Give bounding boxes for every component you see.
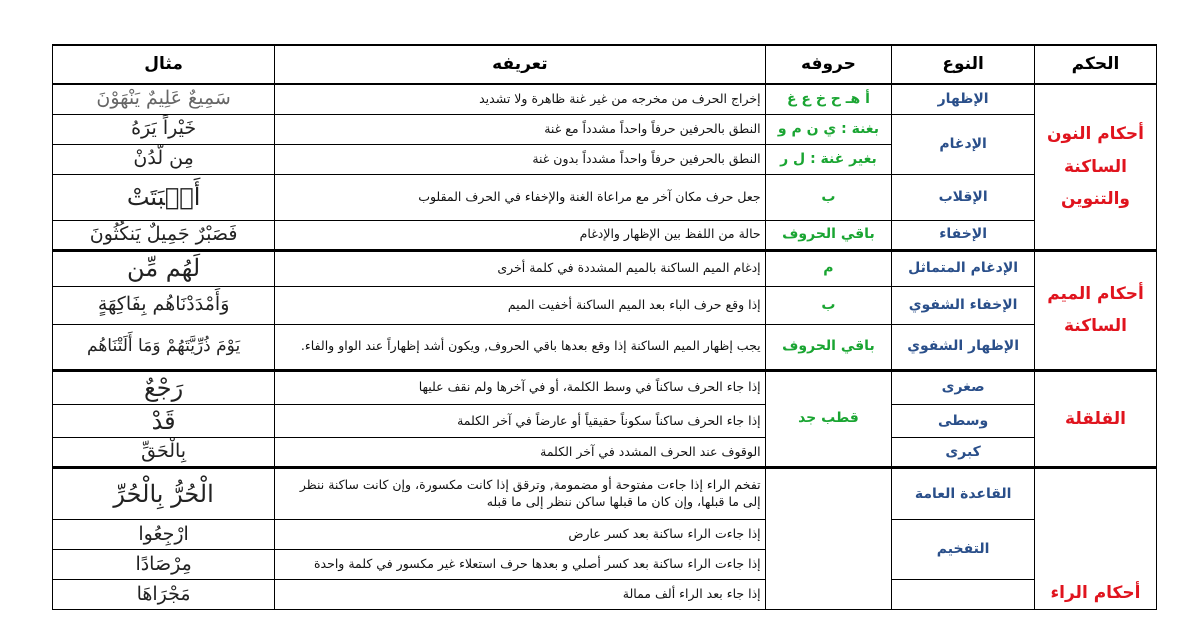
type-cell: الإظهار الشفوي [892,324,1035,370]
definition-cell: إدغام الميم الساكنة بالميم المشددة في كلمة أخرى [275,250,765,286]
type-cell: الإخفاء الشفوي [892,286,1035,324]
definition-cell: الوقوف عند الحرف المشدد في آخر الكلمة [275,438,765,468]
type-cell: الإدغام المتماثل [892,250,1035,286]
example-cell: أَنۢبَتَتْ [53,174,275,220]
definition-cell: النطق بالحرفين حرفاً واحداً مشدداً بدون غنة [275,144,765,174]
header-type: النوع [892,45,1035,85]
definition-cell: إذا جاءت الراء ساكنة بعد كسر عارض [275,520,765,550]
type-cell: الإقلاب [892,174,1035,220]
definition-cell: إذا جاء الحرف ساكناً في وسط الكلمة، أو في آخرها ولم نقف عليها [275,370,765,404]
type-cell: الإخفاء [892,220,1035,250]
letters-cell: بغير غنة : ل ر [765,144,892,174]
letters-cell: باقي الحروف [765,220,892,250]
type-cell: وسطى [892,404,1035,437]
definition-cell: يجب إظهار الميم الساكنة إذا وقع بعدها باقي الحروف, ويكون أشد إظهاراً عند الواو والفاء. [275,324,765,370]
table-row [53,370,1157,404]
example-cell: فَصَبْرٌ جَمِيلٌ يَنكُثُونَ [53,220,275,250]
table-row [53,174,1157,220]
rule-group-qalqala: القلقلة [1034,370,1156,468]
table-row [53,520,1157,550]
type-cell: الإظهار [892,84,1035,114]
table-row [53,84,1157,114]
letters-cell-empty [765,468,892,610]
example-cell: خَيْراً يَرَهُ [53,114,275,144]
table-top-border [52,44,1157,46]
example-cell: مِن لَّدُنْ [53,144,275,174]
table-row [53,438,1157,468]
letters-cell: ب [765,174,892,220]
example-cell: الْحُرُّ بِالْحُرِّ [53,468,275,520]
type-cell: كبرى [892,438,1035,468]
header-rule: الحكم [1034,45,1156,85]
example-cell: بِالْحَقِّ [53,438,275,468]
example-cell: يَوْمَ ذُرِّيَّتَهُمْ وَمَا أَلَتْنَاهُم [53,324,275,370]
letters-cell: باقي الحروف [765,324,892,370]
table-row [53,468,1157,520]
example-cell: لَهُم مِّن [53,250,275,286]
example-cell: قَدْ [53,404,275,437]
definition-cell: النطق بالحرفين حرفاً واحداً مشدداً مع غنة [275,114,765,144]
definition-cell: تفخم الراء إذا جاءت مفتوحة أو مضمومة, وترقق إذا كانت مكسورة، وإن كانت ساكنة ننظر إلى ما قبلها، وإن كان ما قبلها ساكن ننظر إلى ما قبله [275,468,765,520]
rule-group-mim: أحكام الميم الساكنة [1034,250,1156,370]
table-row [53,324,1157,370]
table-row [53,114,1157,144]
example-cell: مِرْصَادًا [53,550,275,580]
table-row [53,220,1157,250]
table-row [53,580,1157,610]
letters-cell: بغنة : ي ن م و [765,114,892,144]
header-letters: حروفه [765,45,892,85]
definition-cell: إذا جاء الحرف ساكناً سكوناً حقيقياً أو عارضاً في آخر الكلمة [275,404,765,437]
definition-cell: حالة من اللفظ بين الإظهار والإدغام [275,220,765,250]
rule-group-nun: أحكام النون الساكنة والتنوين [1034,84,1156,250]
type-cell-empty [892,580,1035,610]
header-definition: تعريفه [275,45,765,85]
definition-cell: جعل حرف مكان آخر مع مراعاة الغنة والإخفاء في الحرف المقلوب [275,174,765,220]
letters-cell: قطب جد [765,370,892,468]
definition-cell: إخراج الحرف من مخرجه من غير غنة ظاهرة ولا تشديد [275,84,765,114]
example-cell: وَأَمْدَدْنَاهُم بِفَاكِهَةٍ [53,286,275,324]
table-row [53,250,1157,286]
tajweed-table-sheet [52,44,1157,610]
header-row [53,45,1157,85]
example-cell: ارْجِعُوا [53,520,275,550]
example-cell: رَجْعٌ [53,370,275,404]
type-cell: الإدغام [892,114,1035,174]
type-cell: التفخيم [892,520,1035,580]
definition-cell: إذا جاء بعد الراء ألف ممالة [275,580,765,610]
letters-cell: م [765,250,892,286]
type-cell: صغرى [892,370,1035,404]
letters-cell: أ هـ ح خ ع غ [765,84,892,114]
tajweed-rules-table [52,44,1157,610]
letters-cell: ب [765,286,892,324]
definition-cell: إذا جاءت الراء ساكنة بعد كسر أصلي و بعدها حرف استعلاء غير مكسور في كلمة واحدة [275,550,765,580]
rule-group-ra: أحكام الراء [1034,468,1156,610]
header-example: مثال [53,45,275,85]
definition-cell: إذا وقع حرف الباء بعد الميم الساكنة أخفيت الميم [275,286,765,324]
table-row [53,286,1157,324]
table-row [53,404,1157,437]
example-cell: مَجْرَاهَا [53,580,275,610]
example-cell: سَمِيعٌ عَلِيمٌ يَنْهَوْنَ [53,84,275,114]
type-cell: القاعدة العامة [892,468,1035,520]
